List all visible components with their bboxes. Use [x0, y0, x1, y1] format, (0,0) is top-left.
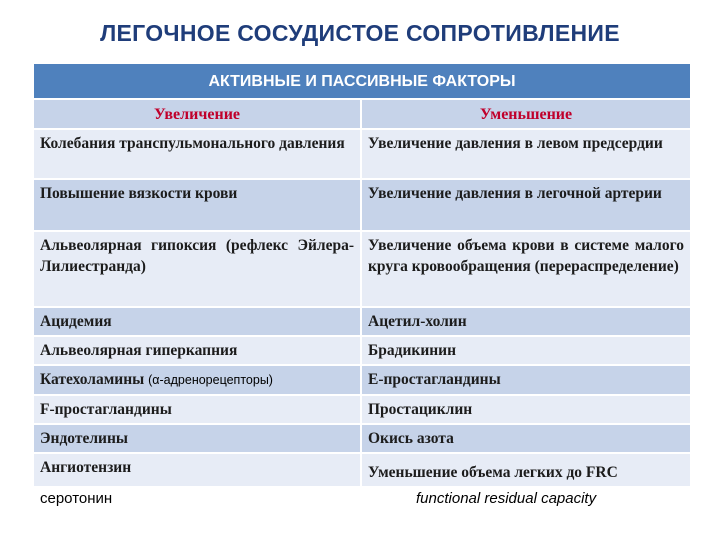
increase-cell: F-простагландины	[33, 395, 361, 424]
decrease-cell: Увеличение давления в легочной артерии	[361, 179, 691, 231]
increase-cell: Эндотелины	[33, 424, 361, 453]
increase-cell	[33, 365, 361, 395]
decrease-cell: Окись азота	[361, 424, 691, 453]
slide-title: ЛЕГОЧНОЕ СОСУДИСТОЕ СОПРОТИВЛЕНИЕ	[100, 20, 620, 46]
table-header: АКТИВНЫЕ И ПАССИВНЫЕ ФАКТОРЫ	[33, 63, 691, 99]
decrease-cell: Е-простагландины	[361, 365, 691, 395]
increase-cell: Альвеолярная гиперкапния	[33, 336, 361, 365]
decrease-cell: Простациклин	[361, 395, 691, 424]
table-row	[33, 424, 691, 453]
footnote-frc: functional residual capacity	[416, 490, 597, 507]
decrease-cell: Увеличение давления в левом предсердии	[361, 129, 691, 179]
table-row	[33, 336, 691, 365]
column-headers-row	[33, 99, 691, 129]
decrease-cell: Уменьшение объема легких до FRC	[361, 453, 691, 487]
table-header-row	[33, 63, 691, 99]
table-row	[33, 453, 691, 487]
increase-cell: Повышение вязкости крови	[33, 179, 361, 231]
increase-cell: Колебания транспульмонального давления	[33, 129, 361, 179]
decrease-cell: Брадикинин	[361, 336, 691, 365]
table-row	[33, 307, 691, 336]
table-row	[33, 129, 691, 179]
receptor-note: (α-адренорецепторы)	[148, 373, 273, 387]
decrease-cell: Ацетил-холин	[361, 307, 691, 336]
column-header-increase: Увеличение	[33, 99, 361, 129]
increase-cell: Ангиотензин	[33, 453, 361, 487]
table-row	[33, 231, 691, 307]
factors-table	[32, 62, 692, 488]
decrease-cell: Увеличение объема крови в системе малого круга кровообращения (перераспределение)	[361, 231, 691, 307]
increase-cell: Ацидемия	[33, 307, 361, 336]
footnote-serotonin: серотонин	[40, 490, 113, 507]
increase-text: Катехоламины	[40, 371, 145, 388]
table-row	[33, 365, 691, 395]
increase-cell: Альвеолярная гипоксия (рефлекс Эйлера-Лилиестранда)	[33, 231, 361, 307]
column-header-decrease: Уменьшение	[361, 99, 691, 129]
table-row	[33, 395, 691, 424]
table-row	[33, 179, 691, 231]
